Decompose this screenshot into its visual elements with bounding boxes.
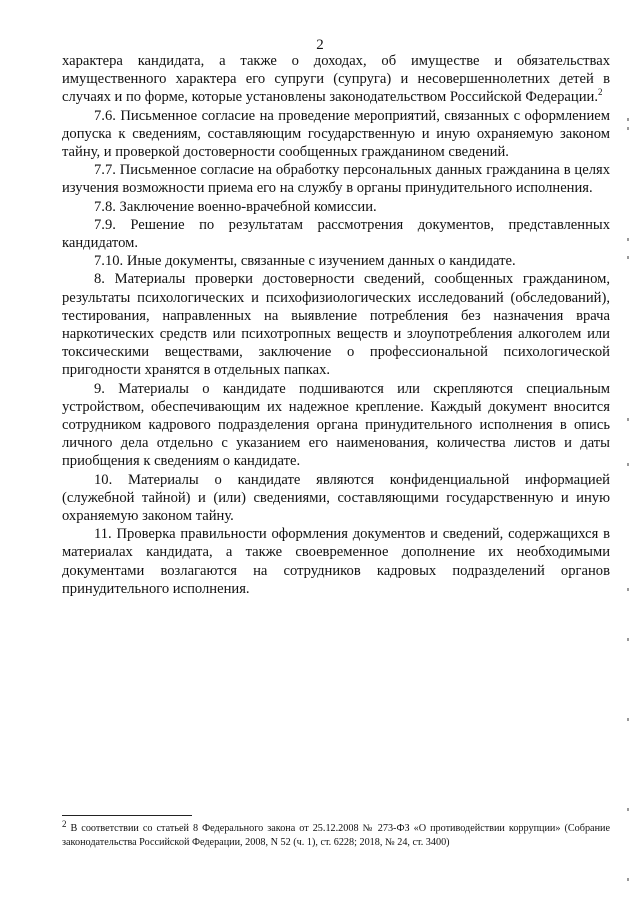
- footnote-mark: 2: [62, 818, 67, 829]
- scan-speckle: [627, 808, 629, 811]
- paragraph-8: 8. Материалы проверки достоверности сведений, сообщенных гражданином, результаты психологических и психофизиологических исследований (обследований), тестирования, направленных на выявление потребления без назначения врача наркотических средств или психотропных веществ и злоупотребления алкоголем или токсическими веществами, заключение о профессиональной психологической пригодности хранятся в отдельных папках.: [62, 271, 610, 379]
- paragraph-10: 10. Материалы о кандидате являются конфиденциальной информацией (служебной тайной) и (или) сведениями, составляющими государственную и иную охраняемую законом тайну.: [62, 471, 610, 525]
- document-body: [62, 52, 610, 598]
- footnote: [62, 818, 610, 849]
- paragraph-7-9: 7.9. Решение по результатам рассмотрения документов, представленных кандидатом.: [62, 216, 610, 252]
- paragraph-text: характера кандидата, а также о доходах, об имуществе и обязательствах имущественного характера его супруги (супруга) и несовершеннолетних детей в случаях и по форме, которые установлены законодательством Российской Федерации.: [62, 53, 610, 106]
- page-number: 2: [316, 37, 324, 53]
- paragraph-continuation: [62, 52, 610, 107]
- scan-speckle: [627, 418, 629, 421]
- scan-speckle: [627, 256, 629, 259]
- paragraph-7-10: 7.10. Иные документы, связанные с изучением данных о кандидате.: [94, 253, 516, 270]
- paragraph-9: 9. Материалы о кандидате подшиваются или скрепляются специальным устройством, обеспечивающим их надежное крепление. Каждый документ вносится сотрудником кадрового подразделения органа принудительного исполнения в опись личного дела отдельно с указанием его наименования, количества листов и даты приобщения к сведениям о кандидате.: [62, 380, 610, 470]
- scan-speckle: [627, 878, 629, 881]
- scan-speckle: [627, 238, 629, 241]
- paragraph-11: 11. Проверка правильности оформления документов и сведений, содержащихся в материалах кандидата, а также своевременное дополнение их необходимыми документами возлагаются на сотрудников кадровых подразделений органов принудительного исполнения.: [62, 526, 610, 597]
- scan-margin-speckles: [627, 118, 631, 888]
- footnote-reference[interactable]: 2: [597, 87, 603, 98]
- scan-speckle: [627, 718, 629, 721]
- scan-speckle: [627, 118, 629, 121]
- scan-speckle: [627, 588, 629, 591]
- scan-speckle: [627, 463, 629, 466]
- paragraph-7-8: 7.8. Заключение военно-врачебной комиссии.: [94, 198, 377, 215]
- scan-speckle: [627, 127, 629, 130]
- paragraph-7-6: 7.6. Письменное согласие на проведение мероприятий, связанных с оформлением допуска к сведениям, составляющим государственную и иную охраняемую законом тайну, и проверкой достоверности сообщенных гражданином сведений.: [62, 107, 610, 161]
- paragraph-7-7: 7.7. Письменное согласие на обработку персональных данных гражданина в целях изучения возможности приема его на службу в органы принудительного исполнения.: [62, 162, 610, 197]
- footnote-divider: [62, 815, 192, 816]
- scan-speckle: [627, 638, 629, 641]
- footnote-text: В соответствии со статьей 8 Федерального закона от 25.12.2008 № 273-ФЗ «О противодействии коррупции» (Собрание законодательства Российской Федерации, 2008, N 52 (ч. 1), ст. 6228; 2018, № 24, ст. 3400): [62, 823, 610, 848]
